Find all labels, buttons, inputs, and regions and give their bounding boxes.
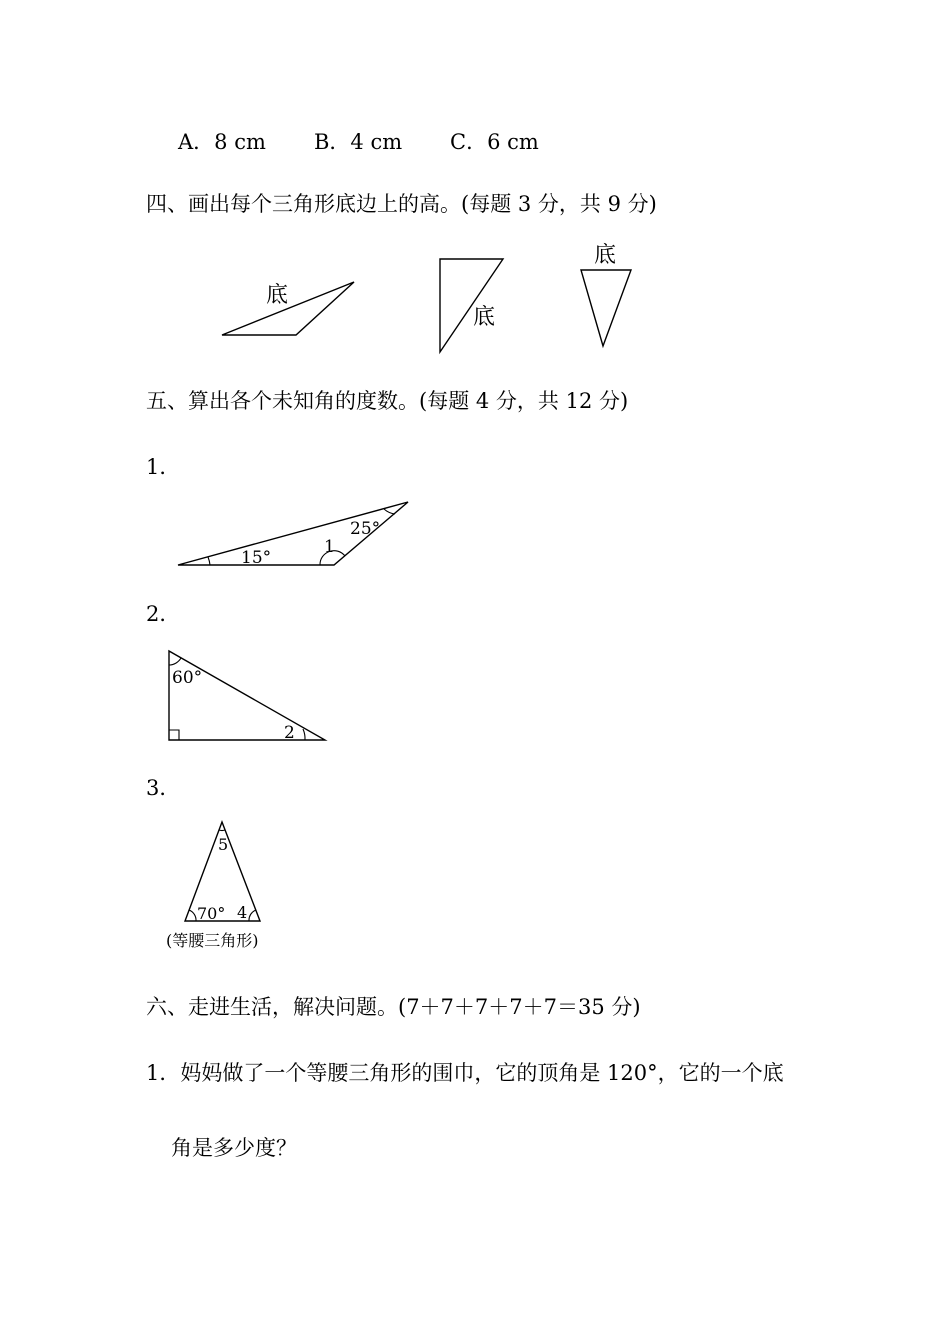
- q1-triangle: [178, 502, 408, 568]
- section6-heading: 六、走进生活，解决问题。(7＋7＋7＋7＋7＝35 分): [146, 995, 641, 1019]
- s4-triangle-3-base-label: 底: [594, 243, 617, 268]
- q3-triangle: [166, 822, 260, 950]
- q3-angle-top: 5: [218, 835, 229, 854]
- q1-number: 1．: [146, 455, 181, 479]
- section6-q1-line1: 1．妈妈做了一个等腰三角形的围巾，它的顶角是 120°，它的一个底: [146, 1061, 784, 1085]
- q2-arc-2: [303, 729, 305, 740]
- option-b: B．4 cm: [314, 130, 403, 154]
- q1-angle-15: 15°: [241, 548, 272, 568]
- q3-arc-5: [219, 830, 225, 831]
- q2-triangle: [169, 651, 325, 743]
- s4-triangle-2-base-label: 底: [473, 305, 496, 330]
- q2-number: 2．: [146, 602, 181, 626]
- q2-arc-60: [169, 658, 181, 665]
- q3-angle-right: 4: [237, 903, 248, 922]
- q1-angle-25: 25°: [350, 519, 381, 539]
- q2-right-angle-mark: [169, 730, 179, 740]
- q3-arc-4: [249, 910, 256, 921]
- s4-triangle-3: [581, 243, 631, 346]
- section5-heading: 五、算出各个未知角的度数。(每题 4 分，共 12 分): [146, 389, 629, 413]
- q2-angle-unknown: 2: [284, 723, 295, 743]
- q3-angle-70: 70°: [197, 904, 226, 923]
- s4-triangle-1-base-label: 底: [266, 283, 289, 308]
- q3-caption: (等腰三角形): [166, 931, 259, 950]
- s4-triangle-1: [222, 282, 354, 335]
- q1-arc-15: [208, 557, 210, 565]
- q1-angle-unknown: 1: [324, 537, 335, 557]
- option-a: A．8 cm: [178, 130, 266, 154]
- q3-arc-70: [189, 910, 196, 921]
- option-c: C．6 cm: [450, 130, 539, 154]
- q3-number: 3．: [146, 776, 181, 800]
- s4-triangle-2: [440, 259, 503, 352]
- section4-heading: 四、画出每个三角形底边上的高。(每题 3 分，共 9 分): [146, 192, 657, 216]
- q2-angle-60: 60°: [172, 668, 203, 688]
- section6-q1-line2: 角是多少度？: [171, 1136, 297, 1160]
- q1-arc-25: [384, 509, 395, 514]
